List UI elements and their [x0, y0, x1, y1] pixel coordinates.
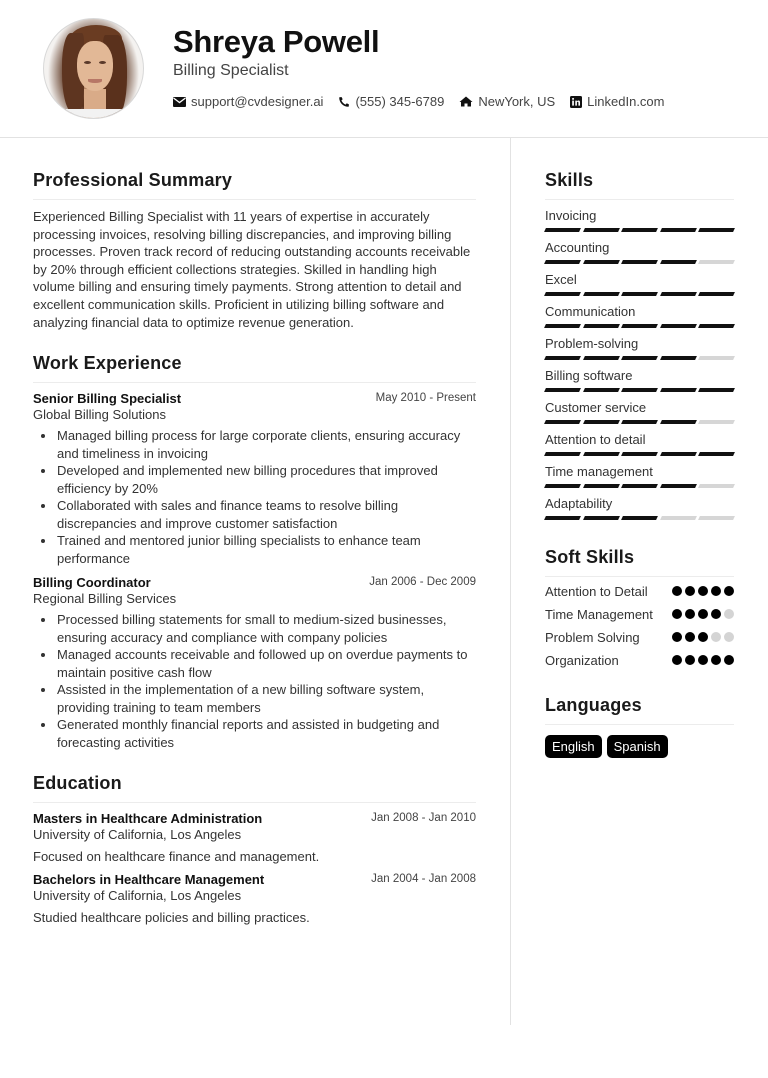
languages-list [545, 735, 734, 758]
skill-name: Accounting [545, 240, 610, 255]
rating-dot-icon [711, 655, 721, 665]
rating-dot-icon [711, 632, 721, 642]
skill-item [545, 271, 734, 297]
skill-name: Excel [545, 272, 577, 287]
skill-level-segment [583, 420, 619, 424]
email-text: support@cvdesigner.ai [191, 94, 324, 109]
skill-level-segment [698, 516, 734, 520]
skill-item [545, 207, 734, 233]
skill-level-segment [583, 324, 619, 328]
skill-name: Time management [545, 464, 653, 479]
education-section [33, 773, 476, 925]
rating-dot-icon [685, 586, 695, 596]
skill-level-segment [583, 228, 619, 232]
skill-level-segment [621, 484, 657, 488]
education-description: Focused on healthcare finance and management. [33, 849, 320, 865]
linkedin-icon [570, 96, 582, 108]
bullet-item: Trained and mentored junior billing specialists to enhance team performance [57, 532, 476, 567]
bullet-item: Collaborated with sales and finance teams to resolve billing discrepancies and improve customer satisfaction [57, 497, 476, 532]
job-entry [33, 391, 476, 567]
skill-level-segment [698, 260, 734, 264]
rating-dot-icon [724, 609, 734, 619]
rating-dot-icon [724, 632, 734, 642]
degree-title: Bachelors in Healthcare Management [33, 872, 265, 888]
rating-dot-icon [672, 655, 682, 665]
skill-item [545, 239, 734, 265]
skill-level-segment [544, 260, 580, 264]
contact-email[interactable] [173, 94, 323, 109]
rating-dot-icon [698, 609, 708, 619]
soft-skill-rating [672, 655, 734, 669]
column-divider [510, 138, 511, 1025]
job-title: Senior Billing Specialist [33, 391, 182, 407]
skill-level-segment [698, 356, 734, 360]
skill-name: Customer service [545, 400, 647, 415]
skill-item [545, 495, 734, 521]
skill-name: Problem-solving [545, 336, 639, 351]
skill-item [545, 463, 734, 489]
skill-item [545, 335, 734, 361]
section-heading: Professional Summary [33, 170, 476, 200]
skill-level-segment [621, 516, 657, 520]
soft-skills-section [545, 547, 734, 669]
skill-level-segment [583, 356, 619, 360]
rating-dot-icon [711, 609, 721, 619]
section-heading: Languages [545, 695, 734, 725]
job-date: May 2010 - Present [375, 392, 476, 405]
location-text: NewYork, US [478, 94, 556, 109]
bullet-item: Processed billing statements for small to medium-sized businesses, ensuring accuracy and compliance with company policies [57, 611, 476, 646]
candidate-name: Shreya Powell [173, 24, 380, 59]
skill-level-segment [660, 356, 696, 360]
rating-dot-icon [698, 655, 708, 665]
education-description: Studied healthcare policies and billing practices. [33, 910, 310, 926]
school-name: University of California, Los Angeles [33, 827, 242, 843]
soft-skill-item [545, 606, 734, 623]
section-heading: Soft Skills [545, 547, 734, 577]
soft-skills-list [545, 583, 734, 669]
soft-skill-rating [672, 632, 734, 646]
skill-level-segment [544, 324, 580, 328]
skill-name: Communication [545, 304, 636, 319]
skills-section [545, 170, 734, 521]
skill-level-bar [545, 356, 734, 361]
rating-dot-icon [672, 609, 682, 619]
skill-level-bar [545, 516, 734, 521]
job-date: Jan 2006 - Dec 2009 [369, 576, 476, 589]
skill-level-bar [545, 484, 734, 489]
soft-skill-item [545, 652, 734, 669]
skill-level-segment [660, 260, 696, 264]
skill-level-segment [660, 292, 696, 296]
bullet-item: Assisted in the implementation of a new billing software system, providing training to team members [57, 681, 476, 716]
summary-section [33, 170, 476, 331]
skill-level-segment [544, 420, 580, 424]
rating-dot-icon [685, 632, 695, 642]
soft-skill-item [545, 629, 734, 646]
job-entry [33, 575, 476, 751]
skill-item [545, 399, 734, 425]
rating-dot-icon [711, 586, 721, 596]
skill-level-segment [698, 420, 734, 424]
languages-section [545, 695, 734, 758]
soft-skill-rating [672, 586, 734, 600]
skill-level-segment [544, 388, 580, 392]
skill-item [545, 367, 734, 393]
soft-skill-item [545, 583, 734, 600]
skill-level-segment [660, 228, 696, 232]
skill-level-segment [621, 388, 657, 392]
phone-text: (555) 345-6789 [355, 94, 445, 109]
contact-row [173, 94, 680, 109]
rating-dot-icon [724, 655, 734, 665]
contact-location [459, 94, 555, 109]
skill-level-segment [621, 356, 657, 360]
profile-photo [43, 18, 144, 119]
skill-name: Invoicing [545, 208, 597, 223]
skill-level-segment [544, 292, 580, 296]
rating-dot-icon [672, 632, 682, 642]
school-name: University of California, Los Angeles [33, 888, 242, 904]
skill-level-segment [621, 260, 657, 264]
resume-header [0, 0, 768, 138]
skill-level-bar [545, 260, 734, 265]
skill-level-segment [698, 484, 734, 488]
skill-level-segment [544, 228, 580, 232]
sidebar-column [545, 170, 734, 758]
skill-level-segment [621, 292, 657, 296]
skill-level-segment [583, 484, 619, 488]
degree-title: Masters in Healthcare Administration [33, 811, 263, 827]
skill-level-bar [545, 452, 734, 457]
skill-level-segment [583, 292, 619, 296]
section-heading: Skills [545, 170, 734, 200]
job-bullets [33, 427, 476, 567]
home-icon [459, 96, 473, 107]
language-badge: Spanish [607, 735, 668, 758]
contact-phone[interactable] [338, 94, 444, 109]
skill-level-segment [698, 292, 734, 296]
skill-name: Billing software [545, 368, 633, 383]
bullet-item: Managed billing process for large corporate clients, ensuring accuracy and timeliness in invoicing [57, 427, 476, 462]
education-entry [33, 811, 476, 864]
envelope-icon [173, 97, 186, 107]
bullet-item: Developed and implemented new billing procedures that improved efficiency by 20% [57, 462, 476, 497]
skill-level-bar [545, 292, 734, 297]
skill-level-bar [545, 388, 734, 393]
job-bullets [33, 611, 476, 751]
education-date: Jan 2008 - Jan 2010 [371, 812, 476, 825]
skill-name: Attention to detail [545, 432, 646, 447]
soft-skill-name: Problem Solving [545, 630, 640, 645]
soft-skill-name: Time Management [545, 607, 653, 622]
skill-level-segment [583, 516, 619, 520]
skill-level-segment [698, 324, 734, 328]
skill-level-bar [545, 420, 734, 425]
skill-level-segment [583, 260, 619, 264]
linkedin-text: LinkedIn.com [587, 94, 665, 109]
section-heading: Education [33, 773, 476, 803]
skills-list [545, 207, 734, 521]
skill-level-segment [621, 452, 657, 456]
soft-skill-name: Attention to Detail [545, 584, 648, 599]
rating-dot-icon [685, 655, 695, 665]
skill-item [545, 431, 734, 457]
soft-skill-rating [672, 609, 734, 623]
skill-level-segment [544, 484, 580, 488]
skill-item [545, 303, 734, 329]
education-date: Jan 2004 - Jan 2008 [371, 873, 476, 886]
skill-level-segment [660, 324, 696, 328]
contact-linkedin[interactable] [570, 94, 664, 109]
skill-level-bar [545, 324, 734, 329]
rating-dot-icon [698, 632, 708, 642]
main-column [33, 170, 476, 925]
rating-dot-icon [672, 586, 682, 596]
job-title: Billing Coordinator [33, 575, 151, 591]
skill-level-segment [698, 452, 734, 456]
skill-level-segment [621, 324, 657, 328]
education-entry [33, 872, 476, 925]
skill-level-segment [544, 356, 580, 360]
skill-level-segment [698, 228, 734, 232]
candidate-title: Billing Specialist [173, 62, 289, 79]
skill-level-segment [544, 452, 580, 456]
skill-level-segment [544, 516, 580, 520]
skill-level-segment [660, 516, 696, 520]
skill-level-segment [621, 228, 657, 232]
experience-section [33, 353, 476, 751]
summary-text: Experienced Billing Specialist with 11 years of expertise in accurately processing invoices, resolving billing discrepancies, and improving billing processes. Proven track record of reducing outstanding accounts receivable by 20% through efficient collections strategies. Skilled in handling high volume billing and ensuring timely payments. Strong attention to detail and excellent communication skills. Proficient in utilizing billing software and analyzing financial data to optimize revenue generation. [33, 209, 471, 330]
bullet-item: Managed accounts receivable and followed up on overdue payments to maintain positive cash flow [57, 646, 476, 681]
skill-name: Adaptability [545, 496, 613, 511]
rating-dot-icon [724, 586, 734, 596]
skill-level-segment [660, 484, 696, 488]
skill-level-segment [660, 452, 696, 456]
skill-level-segment [621, 420, 657, 424]
skill-level-segment [660, 388, 696, 392]
skill-level-segment [583, 388, 619, 392]
skill-level-segment [660, 420, 696, 424]
rating-dot-icon [698, 586, 708, 596]
skill-level-bar [545, 228, 734, 233]
rating-dot-icon [685, 609, 695, 619]
soft-skill-name: Organization [545, 653, 619, 668]
job-company: Global Billing Solutions [33, 407, 166, 423]
skill-level-segment [698, 388, 734, 392]
language-badge: English [545, 735, 602, 758]
section-heading: Work Experience [33, 353, 476, 383]
job-company: Regional Billing Services [33, 591, 177, 607]
phone-icon [338, 96, 350, 108]
bullet-item: Generated monthly financial reports and assisted in budgeting and forecasting activities [57, 716, 476, 751]
skill-level-segment [583, 452, 619, 456]
